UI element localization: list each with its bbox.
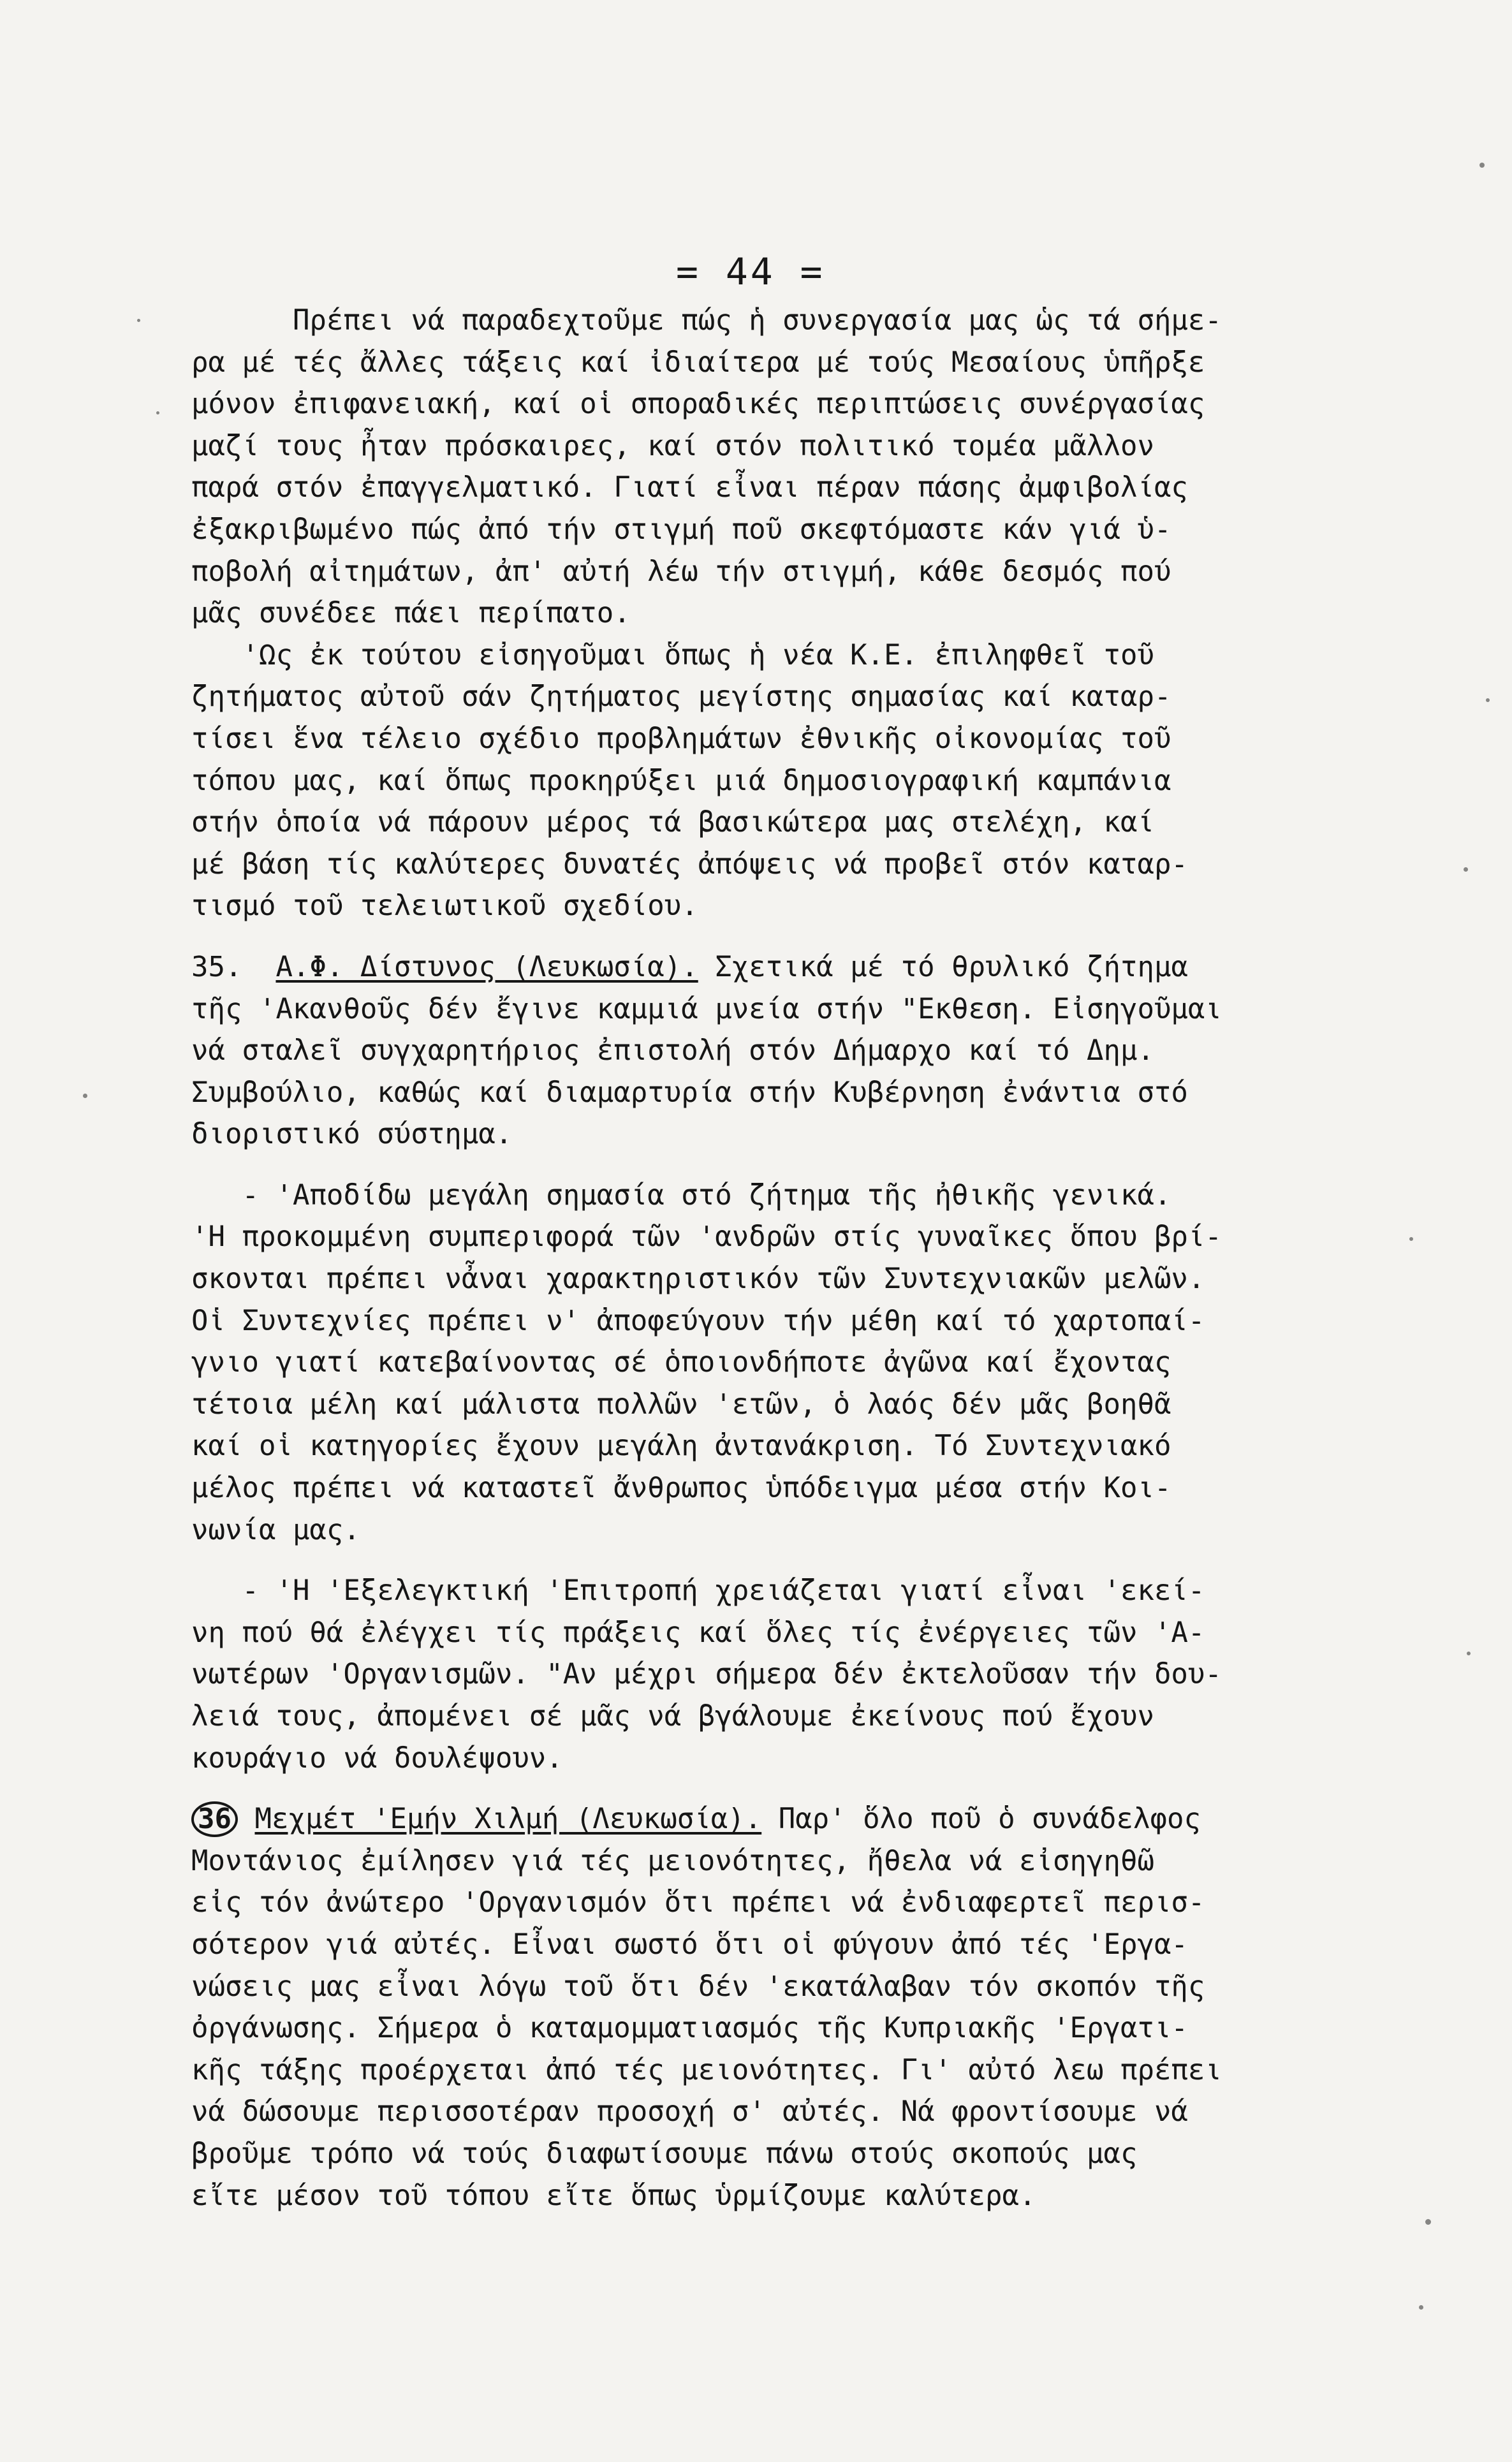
scan-speck — [83, 1094, 87, 1098]
text-line: τῆς 'Ακανθοῦς δέν ἔγινε καμμιά μνεία στήν "Εκθεση. Εἰσηγοῦμαι — [191, 992, 1222, 1025]
text-line: λειά τους, ἀπομένει σέ μᾶς νά βγάλουμε ἐκείνους πού ἔχουν — [191, 1700, 1154, 1733]
text-line: διοριστικό σύστημα. — [191, 1118, 513, 1151]
text-line: ζητήματος αὐτοῦ σάν ζητήματος μεγίστης σημασίας καί καταρ- — [191, 680, 1171, 714]
scan-speck — [1467, 1652, 1471, 1655]
intro-paragraph — [191, 300, 1441, 927]
section-36 — [191, 1798, 1441, 2217]
text-line: Σχετικά μέ τό θρυλικό ζήτημα — [715, 950, 1188, 983]
text-line: 'Ως ἐκ τούτου εἰσηγοῦμαι ὅπως ἡ νέα Κ.Ε. ἐπιληφθεῖ τοῦ — [191, 638, 1154, 671]
typescript-body — [191, 300, 1441, 2217]
page-number: = 44 = — [676, 250, 825, 293]
text-line: σότερον γιά αὐτές. Εἶναι σωστό ὅτι οἱ φύγουν ἀπό τές 'Εργα- — [191, 1928, 1188, 1961]
text-line: κῆς τάξης προέρχεται ἀπό τές μειονότητες. Γι' αὐτό λεω πρέπει — [191, 2053, 1222, 2086]
text-line: - 'Η 'Εξελεγκτική 'Επιτροπή χρειάζεται γιατί εἶναι 'εκεί- — [191, 1574, 1205, 1608]
section-35 — [191, 946, 1441, 1779]
text-line: Πρέπει νά παραδεχτοῦμε πώς ἡ συνεργασία μας ὡς τά σήμε- — [191, 304, 1222, 337]
text-line: ποβολή αἰτημάτων, ἀπ' αὐτή λέω τήν στιγμή, κάθε δεσμός πού — [191, 555, 1171, 588]
scan-speck — [1464, 867, 1468, 872]
section-36-heading-line — [191, 1798, 1441, 1840]
scan-speck — [1419, 2305, 1423, 2310]
text-line: τέτοια μέλη καί μάλιστα πολλῶν 'ετῶν, ὁ λαός δέν μᾶς βοηθᾶ — [191, 1388, 1171, 1421]
text-line: μαζί τους ἦταν πρόσκαιρες, καί στόν πολιτικό τομέα μᾶλλον — [191, 429, 1154, 462]
text-line: νωνία μας. — [191, 1513, 360, 1546]
scan-speck — [137, 319, 140, 322]
text-line: Οἱ Συντεχνίες πρέπει ν' ἀποφεύγουν τήν μέθη καί τό χαρτοπαί- — [191, 1304, 1205, 1337]
text-line: νά σταλεῖ συγχαρητήριος ἐπιστολή στόν Δήμαρχο καί τό Δημ. — [191, 1034, 1154, 1067]
text-line: Παρ' ὅλο ποῦ ὁ συνάδελφος — [778, 1803, 1201, 1836]
text-line: μέλος πρέπει νά καταστεῖ ἄνθρωπος ὑπόδειγμα μέσα στήν Κοι- — [191, 1472, 1171, 1505]
speaker-heading: Μεχμέτ 'Εμήν Χιλμή (Λευκωσία). — [254, 1803, 762, 1836]
text-line: νώσεις μας εἶναι λόγω τοῦ ὅτι δέν 'εκατάλαβαν τόν σκοπόν τῆς — [191, 1970, 1205, 2003]
scan-speck — [1486, 698, 1490, 702]
text-line: βροῦμε τρόπο νά τούς διαφωτίσουμε πάνω στούς σκοπούς μας — [191, 2137, 1138, 2170]
section-number: 35. — [191, 950, 242, 983]
text-line: μόνον ἐπιφανειακή, καί οἱ σποραδικές περιπτώσεις συνέργασίας — [191, 388, 1205, 421]
section-35-heading-line — [191, 946, 1441, 988]
text-line: νωτέρων 'Οργανισμῶν. "Αν μέχρι σήμερα δέν ἐκτελοῦσαν τήν δου- — [191, 1658, 1222, 1691]
text-line: - 'Αποδίδω μεγάλη σημασία στό ζήτημα τῆς ἠθικῆς γενικά. — [191, 1178, 1171, 1212]
scan-speck — [156, 411, 159, 414]
text-line: γνιο γιατί κατεβαίνοντας σέ ὁποιονδήποτε ἀγῶνα καί ἔχοντας — [191, 1346, 1171, 1379]
text-line: ρα μέ τές ἄλλες τάξεις καί ἰδιαίτερα μέ τούς Μεσαίους ὑπῆρξε — [191, 346, 1205, 379]
text-line: εἰς τόν ἀνώτερο 'Οργανισμόν ὅτι πρέπει νά ἐνδιαφερτεῖ περισ- — [191, 1886, 1205, 1919]
text-line: ἐξακριβωμένο πώς ἀπό τήν στιγμή ποῦ σκεφτόμαστε κάν γιά ὑ- — [191, 513, 1171, 546]
scan-speck — [1479, 163, 1485, 168]
text-line: στήν ὁποία νά πάρουν μέρος τά βασικώτερα μας στελέχη, καί — [191, 806, 1154, 839]
scan-speck — [1409, 1237, 1413, 1241]
section-number-circled: 36 — [191, 1801, 238, 1837]
scan-speck — [1425, 2219, 1431, 2225]
text-line: παρά στόν ἐπαγγελματικό. Γιατί εἶναι πέραν πάσης ἀμφιβολίας — [191, 471, 1188, 504]
text-line: τίσει ἕνα τέλειο σχέδιο προβλημάτων ἐθνικῆς οἰκονομίας τοῦ — [191, 722, 1171, 755]
text-line: μᾶς συνέδεε πάει περίπατο. — [191, 597, 631, 630]
text-line: νη πού θά ἐλέγχει τίς πράξεις καί ὅλες τίς ἐνέργειες τῶν 'Α- — [191, 1616, 1205, 1649]
text-line: κουράγιο νά δουλέψουν. — [191, 1741, 563, 1775]
text-line: εἴτε μέσον τοῦ τόπου εἴτε ὅπως ὑρμίζουμε καλύτερα. — [191, 2179, 1036, 2212]
text-line: τισμό τοῦ τελειωτικοῦ σχεδίου. — [191, 890, 698, 923]
text-line: νά δώσουμε περισσοτέραν προσοχή σ' αὐτές. Νά φροντίσουμε νά — [191, 2095, 1188, 2129]
text-line: Μοντάνιος ἐμίλησεν γιά τές μειονότητες, ἤθελα νά εἰσηγηθῶ — [191, 1844, 1154, 1877]
text-line: ὀργάνωσης. Σήμερα ὁ καταμομματιασμός τῆς Κυπριακῆς 'Εργατι- — [191, 2012, 1188, 2045]
text-line: τόπου μας, καί ὅπως προκηρύξει μιά δημοσιογραφική καμπάνια — [191, 764, 1171, 797]
text-line: 'Η προκομμένη συμπεριφορά τῶν 'ανδρῶν στίς γυναῖκες ὅπου βρί- — [191, 1220, 1222, 1254]
text-line: σκονται πρέπει νἆναι χαρακτηριστικόν τῶν Συντεχνιακῶν μελῶν. — [191, 1263, 1205, 1296]
speaker-heading: Α.Φ. Δίστυνος (Λευκωσία). — [275, 950, 698, 983]
text-line: καί οἱ κατηγορίες ἔχουν μεγάλη ἀντανάκριση. Τό Συντεχνιακό — [191, 1430, 1171, 1463]
text-line: Συμβούλιο, καθώς καί διαμαρτυρία στήν Κυβέρνηση ἐνάντια στό — [191, 1076, 1188, 1109]
text-line: μέ βάση τίς καλύτερες δυνατές ἀπόψεις νά προβεῖ στόν καταρ- — [191, 847, 1188, 881]
